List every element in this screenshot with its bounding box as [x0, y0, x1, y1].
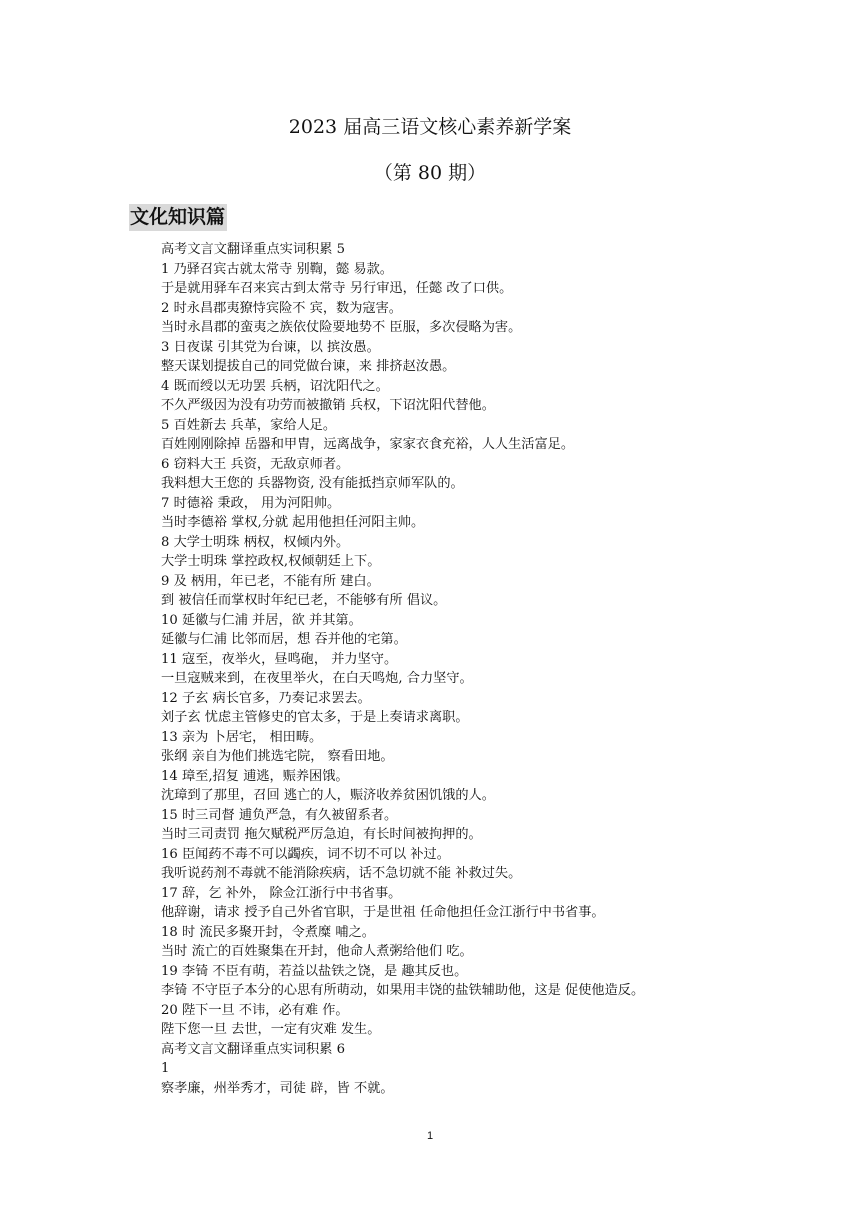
text-line: 我听说药剂不毒就不能消除疾病，话不急切就不能 补救过失。 — [161, 866, 522, 881]
text-line: 我料想大王您的 兵器物资, 没有能抵挡京师军队的。 — [161, 476, 464, 491]
text-line: 百姓刚刚除掉 岳器和甲胄，远离战争，家家衣食充裕，人人生活富足。 — [161, 437, 575, 452]
text-line: 6 窃料大王 兵资，无敌京师者。 — [161, 456, 350, 472]
text-line: 20 陛下一旦 不讳，必有难 作。 — [161, 1002, 349, 1018]
text-line: 7 时德裕 秉政， 用为河阳帅。 — [161, 495, 341, 511]
text-line: 当时三司责罚 拖欠赋税严厉急迫，有长时间被拘押的。 — [161, 827, 482, 842]
text-line: 一旦寇贼来到，在夜里举火，在白天鸣炮, 合力坚守。 — [161, 671, 473, 686]
text-line: 察孝廉，州举秀才，司徒 辟，皆 不就。 — [161, 1080, 394, 1096]
text-line: 不久严级因为没有功劳而被撤销 兵权，下诏沈阳代替他。 — [161, 398, 495, 413]
text-line: 当时永昌郡的蛮夷之族依仗险要地势不 臣服，多次侵略为害。 — [161, 320, 522, 335]
issue-number: （第 80 期） — [373, 162, 487, 184]
text-line: 19 李锜 不臣有萌，若益以盐铁之饶，是 趣其反也。 — [161, 963, 468, 979]
text-line: 17 辞，乞 补外， 除佥江浙行中书省事。 — [161, 885, 402, 901]
text-line: 他辞谢，请求 授予自己外省官职，于是世祖 任命他担任佥江浙行中书省事。 — [161, 905, 605, 920]
text-line: 于是就用驿车召来宾古到太常寺 另行审迅，任懿 改了口供。 — [161, 281, 513, 296]
text-line: 10 延徽与仁浦 并居，欲 并其第。 — [161, 612, 362, 628]
text-line: 14 璋至,招复 逋逃，赈养困饿。 — [161, 768, 349, 784]
text-line: 高考文言文翻译重点实词积累 5 — [161, 242, 346, 257]
text-line: 4 既而绶以无功罢 兵柄，诏沈阳代之。 — [161, 378, 389, 394]
text-line: 12 子玄 病长官多，乃奏记求罢去。 — [161, 690, 371, 706]
text-line: 16 臣闻药不毒不可以蠲疾，词不切不可以 补过。 — [161, 846, 450, 862]
text-line: 1 乃驿召宾古就太常寺 别鞫，懿 易款。 — [161, 261, 393, 277]
text-line: 3 日夜谋 引其党为台谏，以 摈汝愚。 — [161, 339, 380, 355]
text-line: 延徽与仁浦 比邻而居，想 吞并他的宅第。 — [161, 632, 407, 647]
text-line: 高考文言文翻译重点实词积累 6 — [161, 1041, 346, 1057]
text-line: 13 亲为 卜居宅， 相田畴。 — [161, 729, 323, 745]
text-line: 张纲 亲自为他们挑选宅院， 察看田地。 — [161, 749, 394, 764]
section-heading: 文化知识篇 — [129, 204, 227, 231]
text-line: 李锜 不守臣子本分的心思有所萌动，如果用丰饶的盐铁辅助他，这是 促使他造反。 — [161, 983, 645, 998]
text-line: 2 时永昌郡夷獠恃宾险不 宾，数为寇害。 — [161, 300, 402, 316]
text-line: 当时李德裕 掌权,分就 起用他担任河阳主帅。 — [161, 515, 425, 530]
text-line: 沈璋到了那里，召回 逃亡的人，赈济收养贫困饥饿的人。 — [161, 788, 495, 803]
document-body — [161, 240, 851, 1098]
text-line: 陛下您一旦 去世，一定有灾难 发生。 — [161, 1022, 381, 1037]
text-line: 刘子玄 忧虑主管修史的官太多，于是上奏请求离职。 — [161, 710, 469, 725]
text-line: 当时 流亡的百姓聚集在开封，他命人煮粥给他们 吃。 — [161, 944, 473, 959]
page-number: 1 — [426, 1130, 434, 1142]
text-line: 8 大学士明珠 柄权，权倾内外。 — [161, 534, 350, 550]
text-line: 1 — [161, 1061, 170, 1076]
text-line: 9 及 柄用，年已老，不能有所 建白。 — [161, 573, 380, 589]
text-line: 15 时三司督 逋负严急，有久被留系者。 — [161, 807, 398, 823]
text-line: 到 被信任而掌权时年纪已老，不能够有所 倡议。 — [161, 593, 447, 608]
text-line: 整天谋划提拔自己的同党做台谏，来 排挤赵汝愚。 — [161, 359, 456, 374]
page-title: 2023 届高三语文核心素养新学案 — [288, 116, 572, 138]
text-line: 11 寇至，夜举火，昼鸣砲， 并力坚守。 — [161, 651, 398, 667]
text-line: 5 百姓新去 兵革，家给人足。 — [161, 417, 337, 433]
text-line: 18 时 流民多聚开封，令煮糜 哺之。 — [161, 924, 375, 940]
text-line: 大学士明珠 掌控政权,权倾朝廷上下。 — [161, 554, 381, 569]
